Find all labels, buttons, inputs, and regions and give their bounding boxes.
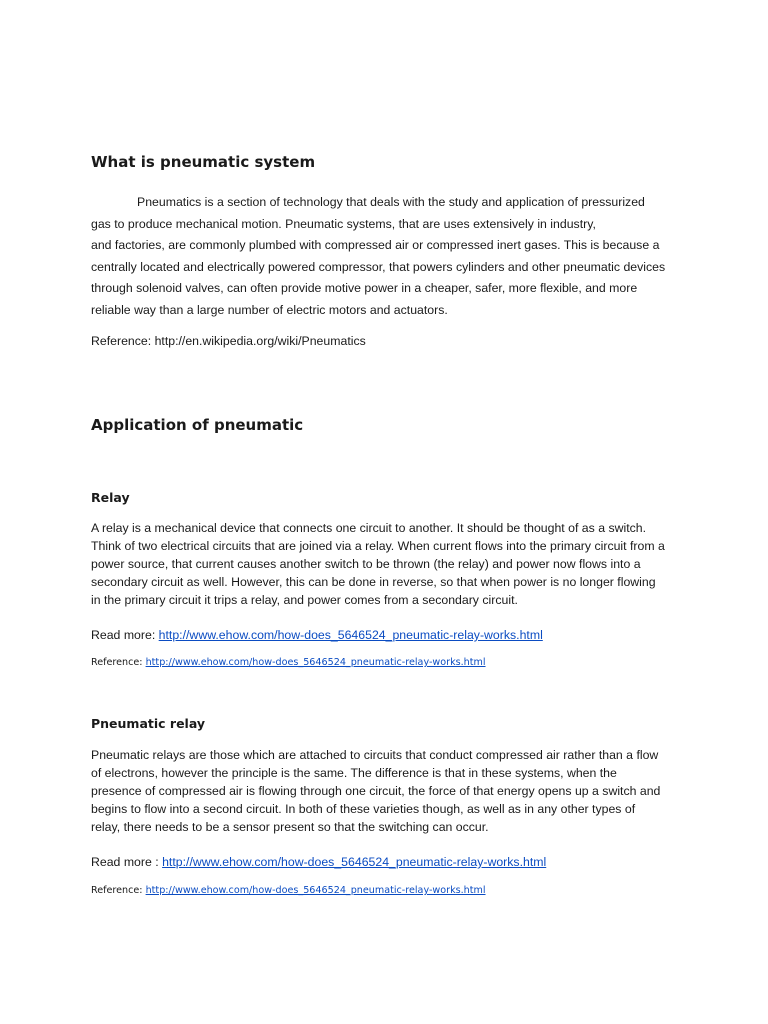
read-more-label: Read more: xyxy=(91,628,159,642)
paragraph-relay xyxy=(91,519,691,609)
heading-relay: Relay xyxy=(91,490,130,505)
paragraph-line: gas to produce mechanical motion. Pneumatic systems, that are uses extensively in industry, xyxy=(91,216,596,231)
paragraph-pneumatics-intro xyxy=(91,192,691,322)
reference-pneumatic-relay xyxy=(91,885,486,896)
read-more-relay-link[interactable]: http://www.ehow.com/how-does_5646524_pneumatic-relay-works.html xyxy=(158,628,543,642)
paragraph-line: Pneumatics is a section of technology that deals with the study and application of pressurized xyxy=(137,195,645,209)
paragraph-line: presence of compressed air is flowing through one circuit, the force of that energy opens up a switch and xyxy=(91,784,661,798)
paragraph-line: of electrons, however the principle is the same. The difference is that in these systems, when the xyxy=(91,766,617,780)
read-more-label: Read more : xyxy=(91,855,163,869)
read-more-relay xyxy=(91,628,543,642)
paragraph-line: A relay is a mechanical device that connects one circuit to another. It should be thought of as a switch. xyxy=(91,521,647,535)
heading-what-is-pneumatic-system: What is pneumatic system xyxy=(91,153,316,171)
paragraph-line: and factories, are commonly plumbed with compressed air or compressed inert gases. This is because a xyxy=(91,238,660,253)
reference-label: Reference: xyxy=(91,657,146,668)
reference-wikipedia: Reference: http://en.wikipedia.org/wiki/Pneumatics xyxy=(91,334,366,348)
reference-label: Reference: xyxy=(91,885,146,896)
paragraph-line: centrally located and electrically powered compressor, that powers cylinders and other pneumatic devices xyxy=(91,259,666,274)
paragraph-line: Think of two electrical circuits that are joined via a relay. When current flows into the primary circuit from a xyxy=(91,539,665,553)
read-more-pneumatic-relay xyxy=(91,855,546,869)
paragraph-line: in the primary circuit it trips a relay, and power comes from a secondary circuit. xyxy=(91,593,518,607)
reference-relay-link[interactable]: http://www.ehow.com/how-does_5646524_pneumatic-relay-works.html xyxy=(145,657,486,668)
read-more-pneumatic-relay-link[interactable]: http://www.ehow.com/how-does_5646524_pneumatic-relay-works.html xyxy=(162,855,547,869)
paragraph-line: relay, there needs to be a sensor present so that the switching can occur. xyxy=(91,820,489,834)
paragraph-line: through solenoid valves, can often provide motive power in a cheaper, safer, more flexible, and more xyxy=(91,281,638,296)
paragraph-line: power source, that current causes another switch to be thrown (the relay) and power now flows into a xyxy=(91,557,641,571)
reference-pneumatic-relay-link[interactable]: http://www.ehow.com/how-does_5646524_pneumatic-relay-works.html xyxy=(145,885,486,896)
paragraph-pneumatic-relay xyxy=(91,746,691,836)
paragraph-line: secondary circuit as well. However, this can be done in reverse, so that when power is no longer flowing xyxy=(91,575,656,589)
paragraph-line: Pneumatic relays are those which are attached to circuits that conduct compressed air rather than a flow xyxy=(91,748,659,762)
reference-relay xyxy=(91,657,486,668)
heading-pneumatic-relay: Pneumatic relay xyxy=(91,716,206,731)
paragraph-line: begins to flow into a second circuit. In both of these varieties though, as well as in any other types of xyxy=(91,802,636,816)
paragraph-line: reliable way than a large number of electric motors and actuators. xyxy=(91,302,448,317)
heading-application-of-pneumatic: Application of pneumatic xyxy=(91,416,304,434)
